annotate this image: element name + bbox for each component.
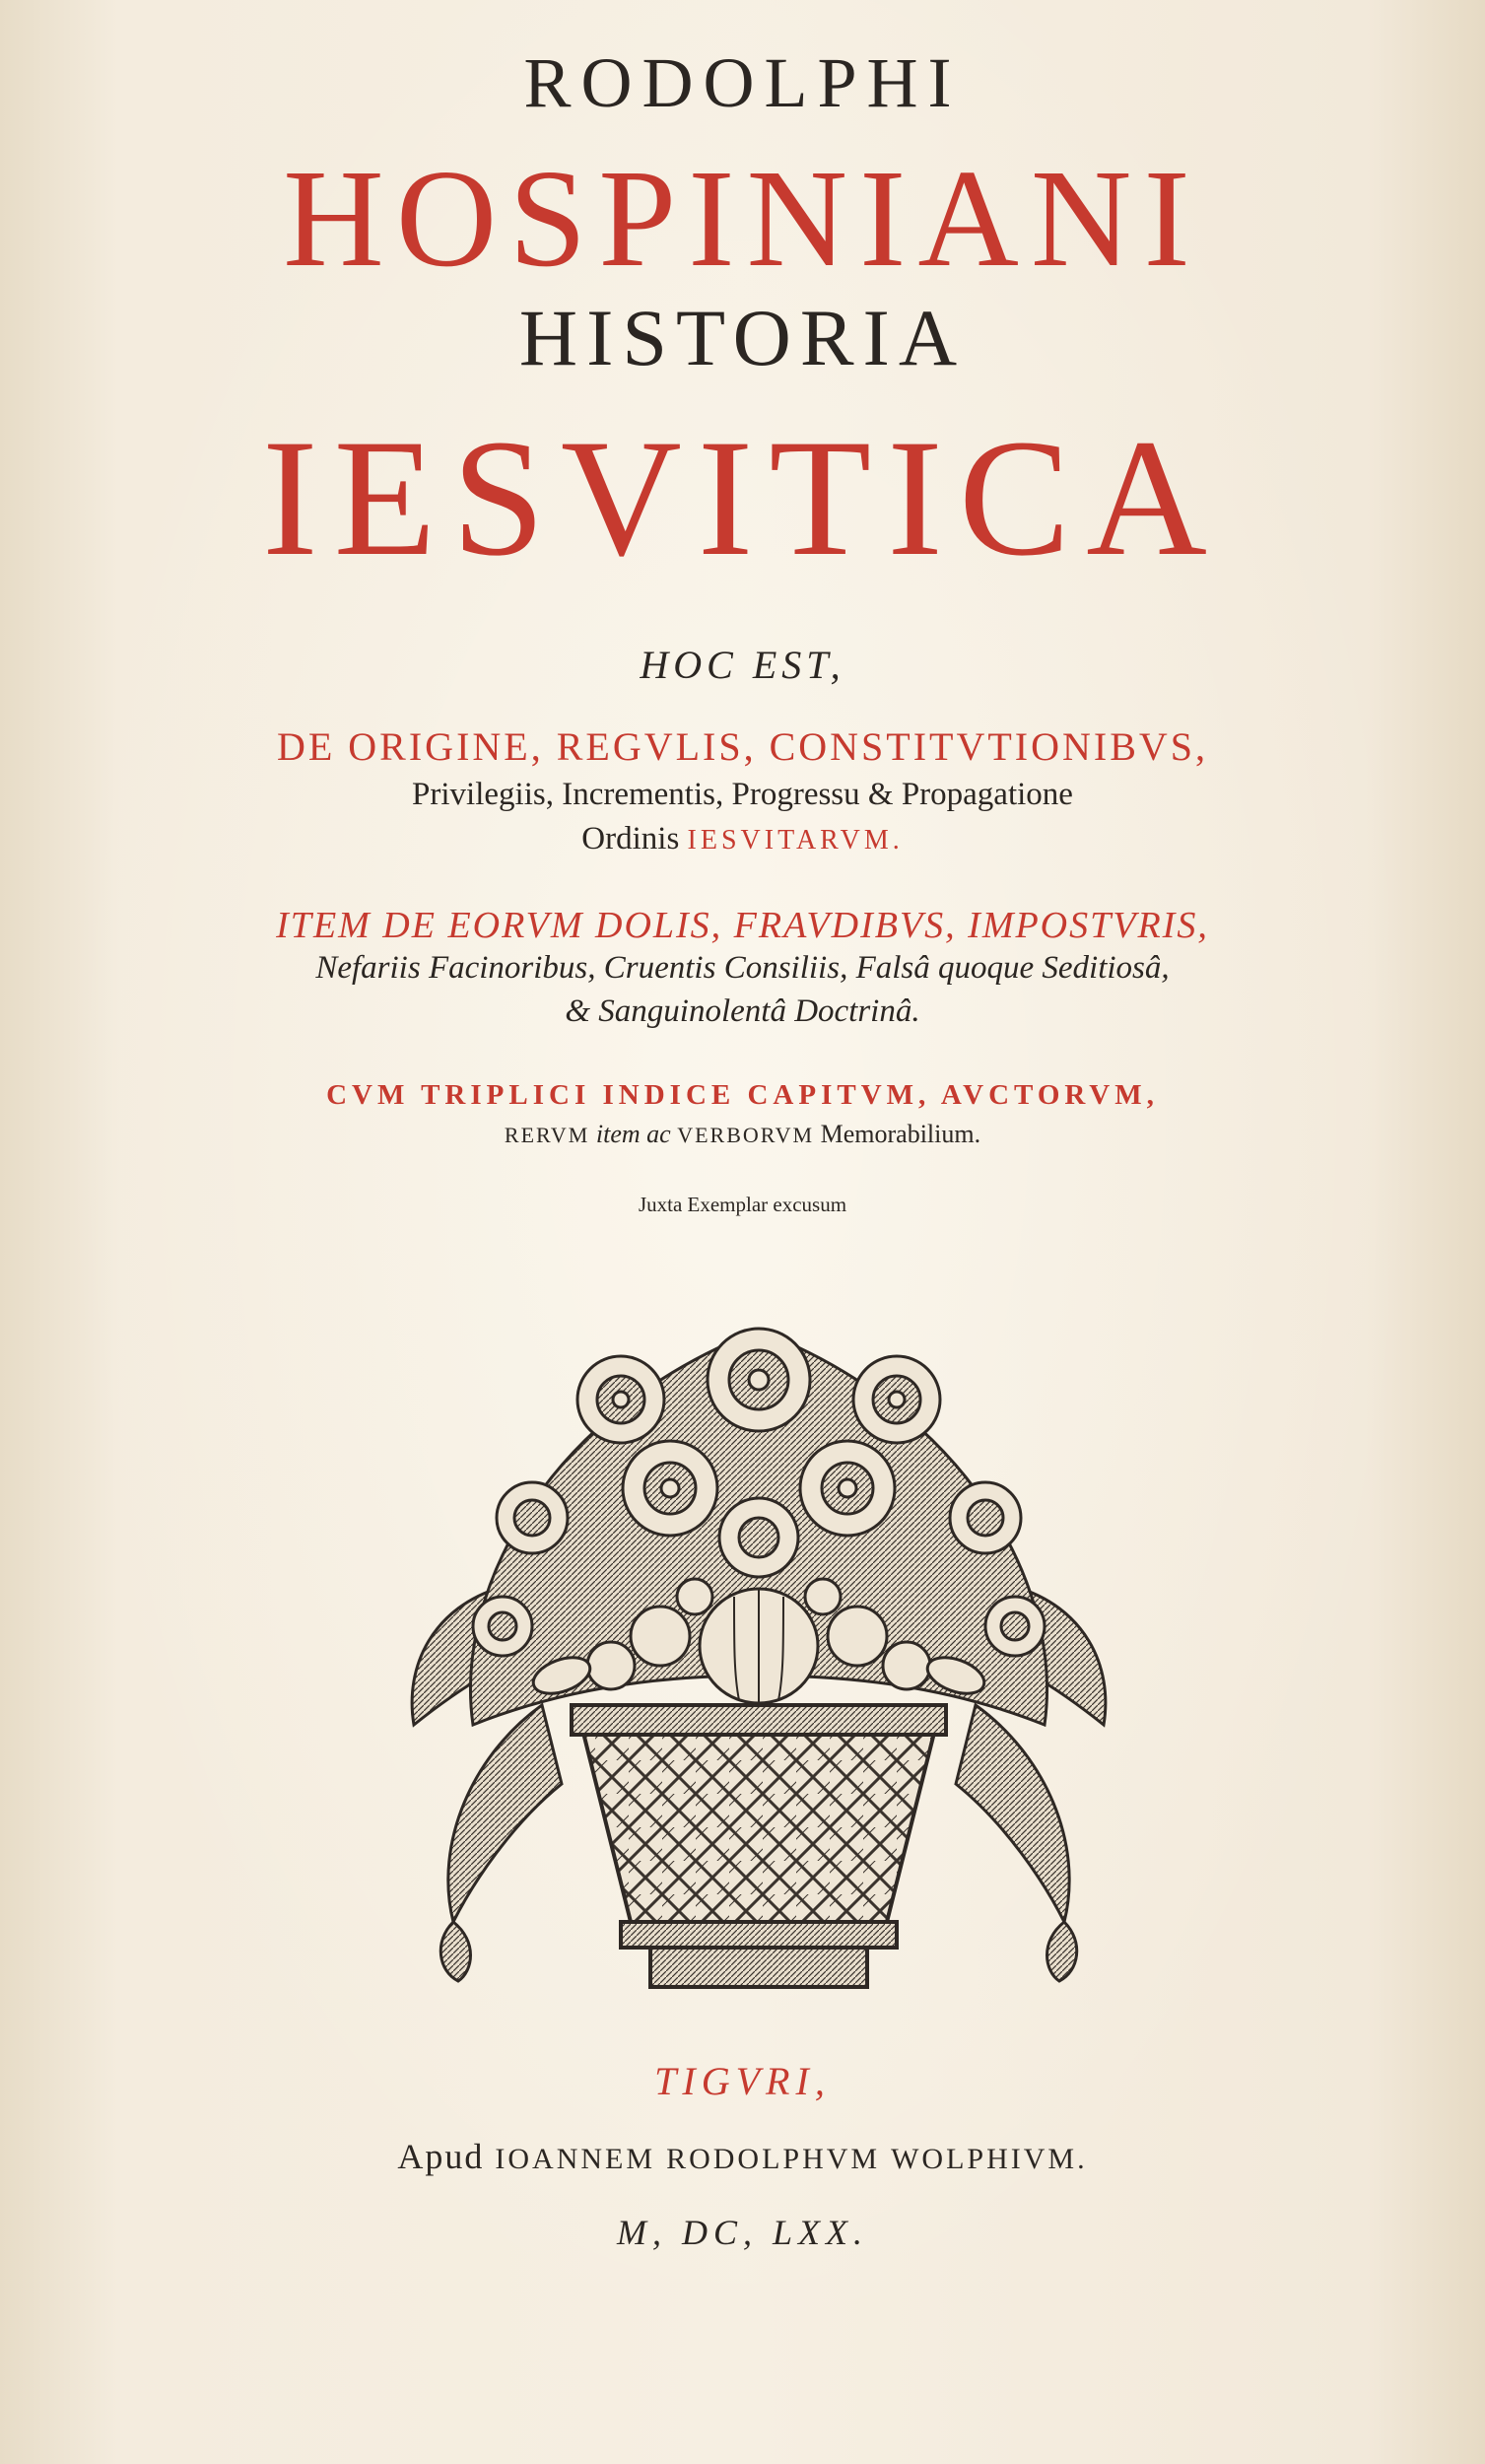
title-historia: HISTORIA — [518, 293, 967, 382]
author-surname: HOSPINIANI — [283, 140, 1202, 296]
memorabilium-word: Memorabilium. — [820, 1120, 981, 1148]
flower-basket-woodcut — [394, 1291, 1123, 2020]
sanguinolenta-line: & Sanguinolentâ Doctrinâ. — [565, 993, 920, 1029]
title-iesuitica: IESVITICA — [262, 405, 1223, 590]
printer-first: IOANNEM — [495, 2143, 656, 2175]
item-line: ITEM DE EORVM DOLIS, FRAVDIBVS, IMPOSTVRIS, — [276, 905, 1209, 946]
imprint-printer — [0, 2139, 1485, 2174]
verborum-word: VERBORVM — [677, 1123, 815, 1147]
subtitle-origine: DE ORIGINE, REGVLIS, CONSTITVTIONIBVS, — [276, 724, 1209, 769]
imprint-place: TIGVRI, — [654, 2059, 831, 2103]
iesuitarum-word: IESVITARVM. — [687, 825, 904, 856]
imprint-date: M, DC, LXX. — [617, 2213, 868, 2252]
author-first-name: RODOLPHI — [523, 43, 962, 122]
hoc-est: HOC EST, — [640, 643, 845, 687]
subtitle-privilegiis: Privilegiis, Incrementis, Progressu & Propagatione — [412, 777, 1073, 812]
printer-last: WOLPHIVM. — [891, 2143, 1088, 2175]
rerum-word: RERVM — [504, 1123, 590, 1147]
juxta-exemplar: Juxta Exemplar excusum — [638, 1193, 847, 1216]
cum-triplici-line: CVM TRIPLICI INDICE CAPITVM, AVCTORVM, — [326, 1079, 1159, 1111]
subtitle-ordinis — [0, 823, 1485, 856]
apud-word: Apud — [397, 2137, 485, 2176]
ordinis-word: Ordinis — [581, 821, 680, 856]
printer-middle: RODOLPHVM — [666, 2143, 881, 2175]
rerum-line — [0, 1122, 1485, 1147]
nefariis-line: Nefariis Facinoribus, Cruentis Consiliis, Falsâ quoque Seditiosâ, — [315, 950, 1170, 986]
item-ac-word: item ac — [595, 1120, 671, 1148]
